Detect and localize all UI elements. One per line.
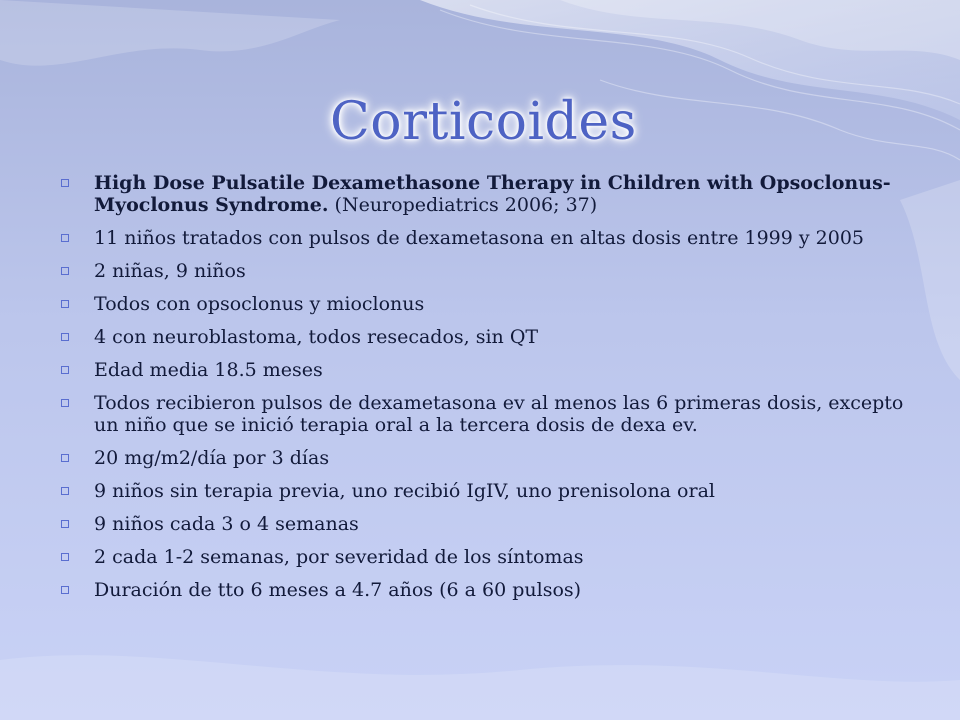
bullet-text: 9 niños sin terapia previa, uno recibió IgIV, uno prenisolona oral (94, 480, 715, 502)
square-bullet-icon (61, 520, 69, 528)
list-item (58, 513, 918, 535)
list-item (58, 579, 918, 601)
article-citation: (Neuropediatrics 2006; 37) (328, 194, 598, 216)
bullet-text: Todos con opsoclonus y mioclonus (94, 293, 425, 315)
square-bullet-icon (61, 366, 69, 374)
square-bullet-icon (61, 300, 69, 308)
square-bullet-icon (61, 267, 69, 275)
article-title: High Dose Pulsatile Dexamethasone Therapy in Children with Opsoclonus-Myoclonus Syndrome. (94, 172, 891, 216)
square-bullet-icon (61, 454, 69, 462)
list-item (58, 392, 918, 436)
list-item (58, 480, 918, 502)
bullet-text: Edad media 18.5 meses (94, 359, 323, 381)
list-item (58, 326, 918, 348)
slide-title: Corticoides (330, 92, 637, 152)
bullet-text: 2 cada 1-2 semanas, por severidad de los síntomas (94, 546, 584, 568)
bullet-text: 20 mg/m2/día por 3 días (94, 447, 330, 469)
square-bullet-icon (61, 179, 69, 187)
bullet-text: 9 niños cada 3 o 4 semanas (94, 513, 359, 535)
bullet-list (58, 172, 918, 612)
square-bullet-icon (61, 487, 69, 495)
square-bullet-icon (61, 553, 69, 561)
list-item (58, 546, 918, 568)
list-item (58, 447, 918, 469)
bullet-text: 2 niñas, 9 niños (94, 260, 246, 282)
list-item (58, 293, 918, 315)
square-bullet-icon (61, 399, 69, 407)
square-bullet-icon (61, 333, 69, 341)
square-bullet-icon (61, 234, 69, 242)
square-bullet-icon (61, 586, 69, 594)
bullet-text: Duración de tto 6 meses a 4.7 años (6 a 60 pulsos) (94, 579, 582, 601)
list-item (58, 172, 918, 216)
list-item (58, 227, 918, 249)
bullet-text: 11 niños tratados con pulsos de dexametasona en altas dosis entre 1999 y 2005 (94, 227, 865, 249)
bullet-text: 4 con neuroblastoma, todos resecados, sin QT (94, 326, 539, 348)
list-item (58, 260, 918, 282)
bullet-text: Todos recibieron pulsos de dexametasona ev al menos las 6 primeras dosis, excepto un niño que se inició terapia oral a la tercera dosis de dexa ev. (94, 392, 904, 436)
wave-top-left (0, 0, 340, 66)
list-item (58, 359, 918, 381)
wave-bottom (0, 655, 960, 720)
